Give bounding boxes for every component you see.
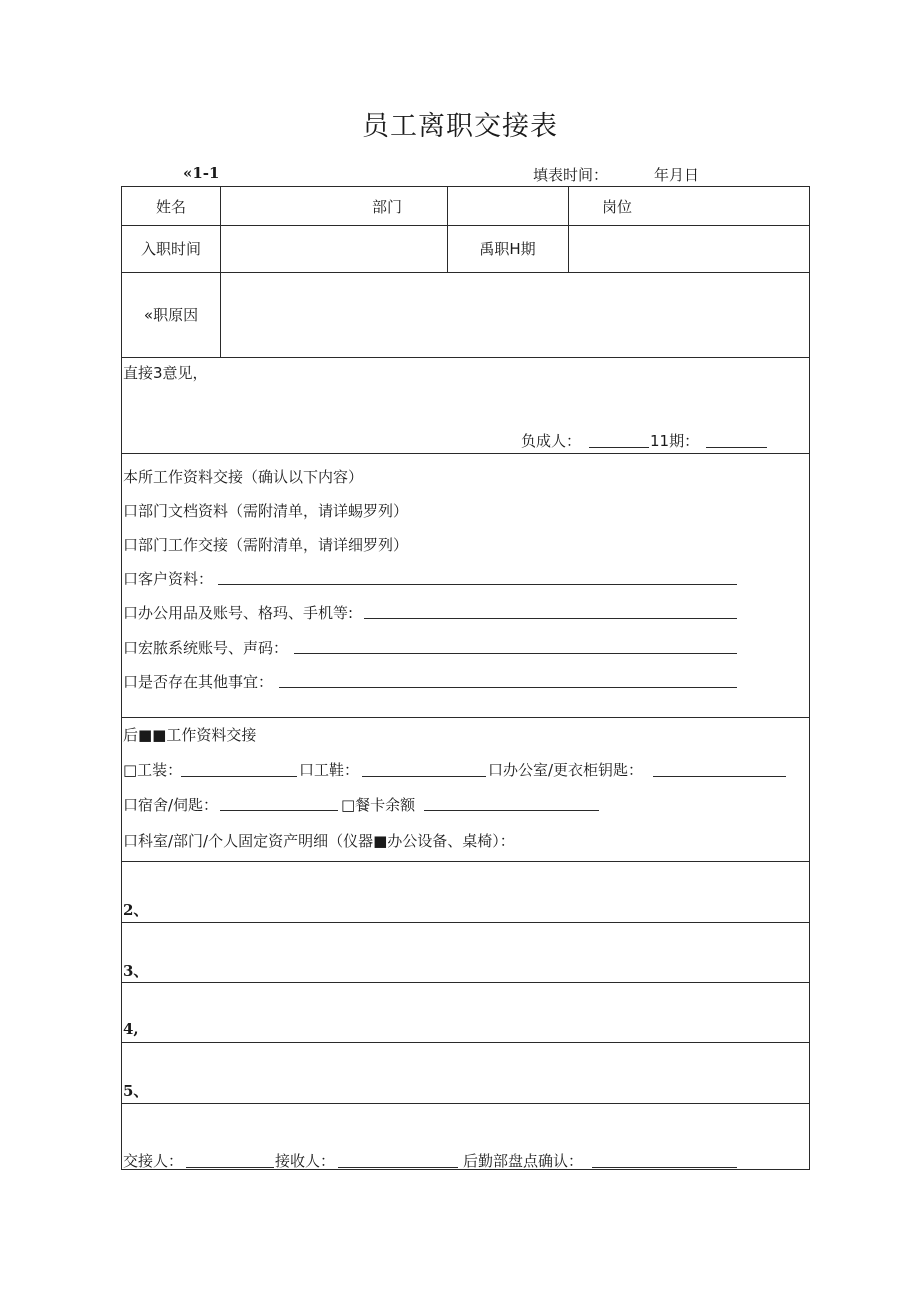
row-divider [122, 453, 809, 454]
meal-card-checkbox[interactable]: □餐卡余额 [341, 796, 416, 814]
row-divider [122, 861, 809, 862]
fill-line[interactable] [181, 776, 297, 777]
shoes-checkbox[interactable]: 口工鞋： [299, 761, 360, 779]
name-label: 姓名 [155, 197, 186, 216]
form-code: «1-1 [183, 164, 220, 182]
fill-line[interactable] [364, 618, 737, 619]
checkbox-item[interactable]: 口办公用品及账号、格玛、手机等: [123, 604, 354, 622]
supervisor-date-label: 11期： [650, 432, 700, 450]
owner-signature-line[interactable] [589, 447, 649, 448]
fill-line[interactable] [220, 810, 338, 811]
leave-reason-label: «职原因 [143, 306, 199, 324]
row-divider [122, 982, 809, 983]
row-divider [122, 717, 809, 718]
receiver-label: 接收人： [275, 1152, 336, 1170]
fill-line[interactable] [279, 687, 737, 688]
row-divider [122, 272, 809, 273]
handover-signature-line[interactable] [186, 1167, 274, 1168]
logistics-confirm-label: 后勤部盘点确认： [463, 1152, 584, 1170]
supervisor-opinion-label: 直接3意见， [123, 364, 208, 382]
row-divider [122, 1103, 809, 1104]
row-divider [122, 357, 809, 358]
asset-row-number: 5、 [123, 1082, 149, 1100]
form-title: 员工离职交接表 [362, 111, 558, 142]
fill-line[interactable] [294, 653, 737, 654]
uniform-checkbox[interactable]: □工装： [123, 761, 183, 779]
dept-label: 部门 [371, 197, 402, 216]
entry-date-label: 入职时间 [140, 240, 201, 258]
row-divider [122, 1042, 809, 1043]
fill-line[interactable] [424, 810, 599, 811]
checkbox-item[interactable]: 口部门工作交接（需附清单，请详细罗列） [123, 536, 409, 554]
checkbox-item[interactable]: 口宏脓系统账号、声码： [123, 639, 289, 657]
leave-date-label: 禹职H期 [479, 240, 536, 258]
fill-time-label: 填表时间： [533, 166, 609, 184]
logistics-signature-line[interactable] [592, 1167, 737, 1168]
fill-line[interactable] [653, 776, 786, 777]
handover-form [121, 186, 810, 1170]
position-label: 岗位 [601, 197, 632, 216]
logistics-title: 后■■工作资料交接 [123, 726, 257, 744]
assets-checkbox[interactable]: 口科室/部门/个人固定资产明细（仪器■办公设备、桌椅）： [123, 832, 515, 850]
receiver-signature-line[interactable] [338, 1167, 458, 1168]
asset-row-number: 4, [123, 1020, 139, 1038]
owner-label: 负成人： [521, 432, 582, 450]
supervisor-date-line[interactable] [706, 447, 767, 448]
asset-row-number: 2、 [123, 901, 149, 919]
dept-handover-title: 本所工作资料交接（确认以下内容） [123, 468, 364, 486]
checkbox-item[interactable]: 口部门文档资料（需附清单，请详蜴罗列） [123, 502, 409, 520]
keys-checkbox[interactable]: 口办公室/更衣柜钥匙： [488, 761, 644, 779]
checkbox-item[interactable]: 口是否存在其他事宜： [123, 673, 274, 691]
handover-person-label: 交接人： [123, 1152, 184, 1170]
checkbox-item[interactable]: 口客户资料： [123, 570, 214, 588]
fill-line[interactable] [362, 776, 486, 777]
asset-row-number: 3、 [123, 962, 149, 980]
fill-date-field[interactable]: 年月日 [654, 166, 700, 184]
row-divider [122, 922, 809, 923]
col-divider [220, 187, 221, 357]
dorm-checkbox[interactable]: 口宿舍/伺匙： [123, 796, 219, 814]
col-divider [568, 187, 569, 272]
fill-line[interactable] [218, 584, 737, 585]
